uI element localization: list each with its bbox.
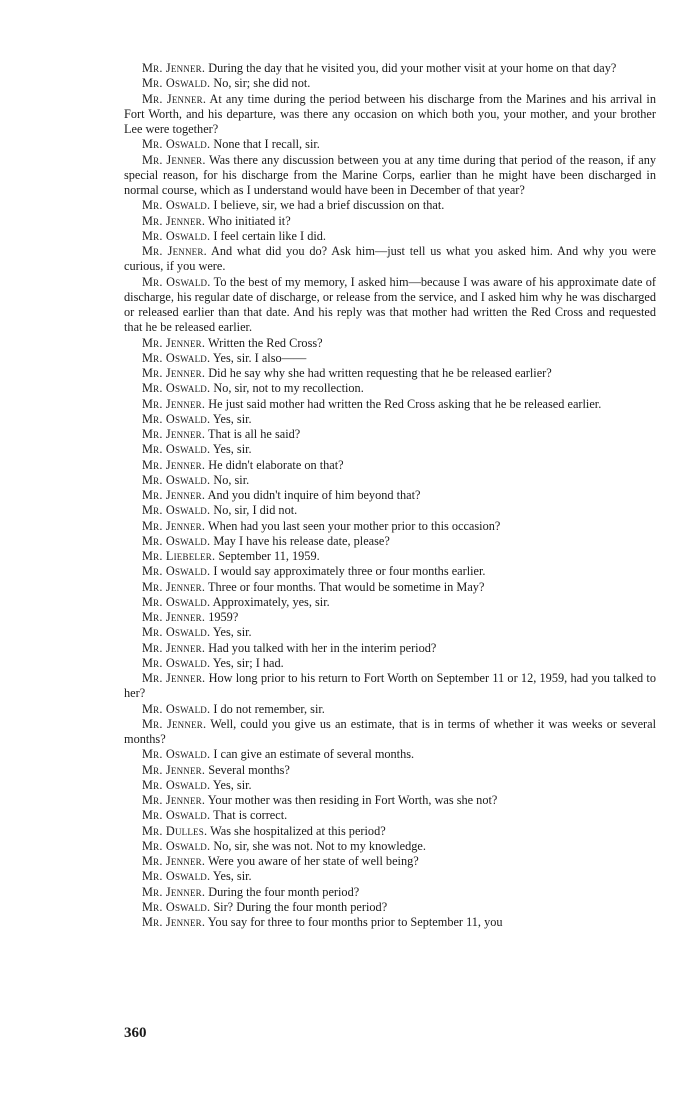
speaker-label: Mr. Jenner. bbox=[142, 152, 206, 167]
testimony-line bbox=[124, 793, 656, 808]
speaker-label: Mr. Jenner. bbox=[142, 213, 206, 228]
testimony-line bbox=[124, 198, 656, 213]
testimony-line bbox=[124, 839, 656, 854]
speech-text: Sir? During the four month period? bbox=[213, 899, 388, 914]
testimony-line bbox=[124, 885, 656, 900]
testimony-line bbox=[124, 763, 656, 778]
testimony-line bbox=[124, 671, 656, 702]
speaker-label: Mr. Jenner. bbox=[142, 579, 206, 594]
speech-text: None that I recall, sir. bbox=[213, 137, 320, 152]
speech-text: He didn't elaborate on that? bbox=[208, 457, 344, 472]
speech-text: He just said mother had written the Red Cross asking that he be released earlier. bbox=[208, 396, 602, 411]
speech-text: Had you talked with her in the interim period? bbox=[208, 640, 437, 655]
speaker-label: Mr. Jenner. bbox=[142, 762, 206, 777]
page-number: 360 bbox=[124, 1025, 147, 1041]
testimony-line bbox=[124, 92, 656, 138]
testimony-line bbox=[124, 76, 656, 91]
testimony-line bbox=[124, 366, 656, 381]
speaker-label: Mr. Jenner. bbox=[142, 335, 206, 350]
speech-text: Approximately, yes, sir. bbox=[212, 594, 330, 609]
speech-text: I do not remember, sir. bbox=[213, 701, 325, 716]
speaker-label: Mr. Oswald. bbox=[142, 747, 211, 762]
testimony-line bbox=[124, 275, 656, 336]
speaker-label: Mr. Oswald. bbox=[142, 808, 211, 823]
testimony-line bbox=[124, 808, 656, 823]
testimony-line bbox=[124, 869, 656, 884]
speech-text: Yes, sir. bbox=[212, 442, 252, 457]
testimony-line bbox=[124, 244, 656, 275]
speech-text: At any time during the period between his discharge from the Marines and his arrival in Fort Worth, and his departure, was there any occasion on which both you, your mother, and your brother Lee were together? bbox=[124, 91, 656, 136]
speech-text: September 11, 1959. bbox=[218, 549, 320, 563]
testimony-line bbox=[124, 564, 656, 579]
testimony-line bbox=[124, 824, 656, 839]
speaker-label: Mr. Dulles. bbox=[142, 823, 208, 838]
speech-text: During the day that he visited you, did your mother visit at your home on that day? bbox=[208, 61, 617, 75]
speech-text: Several months? bbox=[208, 762, 290, 777]
speaker-label: Mr. Oswald. bbox=[142, 76, 211, 91]
speech-text: Who initiated it? bbox=[208, 213, 291, 228]
speaker-label: Mr. Jenner. bbox=[142, 884, 206, 899]
testimony-line bbox=[124, 442, 656, 457]
testimony-line bbox=[124, 580, 656, 595]
speech-text: I would say approximately three or four months earlier. bbox=[213, 564, 486, 579]
testimony-line bbox=[124, 336, 656, 351]
testimony-line bbox=[124, 137, 656, 152]
speaker-label: Mr. Jenner. bbox=[142, 610, 206, 624]
speech-text: No, sir. bbox=[213, 472, 250, 487]
speech-text: I can give an estimate of several months. bbox=[213, 747, 415, 762]
speaker-label: Mr. Oswald. bbox=[142, 137, 211, 152]
speaker-label: Mr. Oswald. bbox=[142, 533, 211, 548]
speaker-label: Mr. Oswald. bbox=[142, 838, 211, 853]
testimony-line bbox=[124, 625, 656, 640]
testimony-line bbox=[124, 778, 656, 793]
speaker-label: Mr. Oswald. bbox=[142, 564, 211, 579]
speaker-label: Mr. Jenner. bbox=[142, 518, 206, 533]
testimony-line bbox=[124, 473, 656, 488]
testimony-line bbox=[124, 229, 656, 244]
speech-text: Did he say why she had written requesting that he be released earlier? bbox=[208, 366, 552, 380]
speech-text: To the best of my memory, I asked him—because I was aware of his approximate date of discharge, his regular date of discharge, or release from the service, and I asked him why he was discharged or released earlier than that date. And his reply was that mother had written the Red Cross and requested that he be released earlier. bbox=[124, 274, 656, 335]
testimony-line bbox=[124, 595, 656, 610]
speaker-label: Mr. Oswald. bbox=[142, 198, 211, 213]
testimony-line bbox=[124, 153, 656, 199]
speech-text: May I have his release date, please? bbox=[213, 533, 390, 548]
speaker-label: Mr. Jenner. bbox=[142, 716, 207, 731]
speaker-label: Mr. Jenner. bbox=[142, 854, 206, 868]
speaker-label: Mr. Oswald. bbox=[142, 594, 211, 609]
speech-text: No, sir; she did not. bbox=[213, 76, 311, 91]
speaker-label: Mr. Jenner. bbox=[142, 61, 206, 75]
speaker-label: Mr. Jenner. bbox=[142, 91, 207, 106]
speaker-label: Mr. Oswald. bbox=[142, 442, 211, 457]
speech-text: When had you last seen your mother prior to this occasion? bbox=[208, 518, 501, 533]
speech-text: That is correct. bbox=[213, 808, 288, 823]
speaker-label: Mr. Jenner. bbox=[142, 793, 206, 807]
speech-text: I believe, sir, we had a brief discussion on that. bbox=[213, 198, 445, 213]
speaker-label: Mr. Jenner. bbox=[142, 396, 206, 411]
testimony-line bbox=[124, 503, 656, 518]
speaker-label: Mr. Oswald. bbox=[142, 701, 211, 716]
speech-text: Written the Red Cross? bbox=[208, 335, 323, 350]
speech-text: I feel certain like I did. bbox=[213, 228, 326, 243]
speech-text: Yes, sir. bbox=[212, 625, 252, 640]
speaker-label: Mr. Jenner. bbox=[142, 640, 206, 655]
speaker-label: Mr. Oswald. bbox=[142, 899, 211, 914]
speech-text: No, sir, I did not. bbox=[213, 503, 298, 518]
testimony-line bbox=[124, 412, 656, 427]
speech-text: Yes, sir. I also—— bbox=[212, 350, 307, 365]
testimony-line bbox=[124, 717, 656, 748]
speech-text: Yes, sir. bbox=[212, 777, 252, 792]
speaker-label: Mr. Jenner. bbox=[142, 366, 206, 380]
testimony-line bbox=[124, 397, 656, 412]
speaker-label: Mr. Oswald. bbox=[142, 472, 211, 487]
testimony-line bbox=[124, 854, 656, 869]
speech-text: That is all he said? bbox=[208, 427, 301, 441]
testimony-line bbox=[124, 641, 656, 656]
speech-text: 1959? bbox=[208, 610, 239, 624]
speech-text: Three or four months. That would be sometime in May? bbox=[208, 579, 485, 594]
testimony-line bbox=[124, 458, 656, 473]
speech-text: Were you aware of her state of well being? bbox=[208, 854, 419, 868]
speech-text: Your mother was then residing in Fort Worth, was she not? bbox=[207, 793, 498, 807]
speaker-label: Mr. Oswald. bbox=[142, 350, 211, 365]
testimony-line bbox=[124, 915, 656, 930]
speaker-label: Mr. Jenner. bbox=[142, 915, 206, 929]
testimony-line bbox=[124, 214, 656, 229]
testimony-line bbox=[124, 381, 656, 396]
transcript-body bbox=[124, 61, 656, 930]
testimony-line bbox=[124, 534, 656, 549]
speech-text: During the four month period? bbox=[208, 884, 360, 899]
speaker-label: Mr. Oswald. bbox=[142, 503, 211, 518]
speech-text: No, sir, not to my recollection. bbox=[213, 381, 364, 396]
testimony-line bbox=[124, 610, 656, 625]
speech-text: Yes, sir. bbox=[212, 411, 252, 426]
speaker-label: Mr. Oswald. bbox=[142, 655, 211, 670]
speech-text: You say for three to four months prior to September 11, you bbox=[207, 915, 503, 929]
testimony-line bbox=[124, 427, 656, 442]
speech-text: Was there any discussion between you at any time during that period of the reason, if any special reason, for his discharge from the Marine Corps, earlier than he might have been discharged in normal course, which as I understand would have been in December of that year? bbox=[124, 152, 656, 197]
speech-text: And you didn't inquire of him beyond that? bbox=[207, 488, 421, 502]
testimony-line bbox=[124, 61, 656, 76]
speaker-label: Mr. Oswald. bbox=[142, 274, 211, 289]
testimony-line bbox=[124, 900, 656, 915]
speaker-label: Mr. Jenner. bbox=[142, 427, 206, 441]
speaker-label: Mr. Liebeler. bbox=[142, 549, 216, 563]
speaker-label: Mr. Oswald. bbox=[142, 381, 211, 396]
speaker-label: Mr. Oswald. bbox=[142, 777, 211, 792]
testimony-line bbox=[124, 488, 656, 503]
testimony-line bbox=[124, 747, 656, 762]
speech-text: And what did you do? Ask him—just tell us what you asked him. And why you were curious, if you were. bbox=[124, 244, 656, 274]
speech-text: Well, could you give us an estimate, that is in terms of whether it was weeks or several months? bbox=[124, 716, 656, 746]
speaker-label: Mr. Jenner. bbox=[142, 488, 206, 502]
speech-text: How long prior to his return to Fort Worth on September 11 or 12, 1959, had you talked to her? bbox=[124, 671, 656, 701]
speaker-label: Mr. Jenner. bbox=[142, 671, 206, 685]
speaker-label: Mr. Jenner. bbox=[142, 457, 206, 472]
speaker-label: Mr. Jenner. bbox=[142, 244, 207, 258]
speaker-label: Mr. Oswald. bbox=[142, 869, 211, 884]
speech-text: Yes, sir; I had. bbox=[212, 655, 284, 670]
speaker-label: Mr. Oswald. bbox=[142, 625, 211, 640]
speaker-label: Mr. Oswald. bbox=[142, 228, 211, 243]
speaker-label: Mr. Oswald. bbox=[142, 411, 211, 426]
testimony-line bbox=[124, 656, 656, 671]
testimony-line bbox=[124, 351, 656, 366]
speech-text: No, sir, she was not. Not to my knowledge. bbox=[213, 838, 426, 853]
testimony-line bbox=[124, 519, 656, 534]
speech-text: Was she hospitalized at this period? bbox=[210, 823, 386, 838]
speech-text: Yes, sir. bbox=[212, 869, 252, 884]
testimony-line bbox=[124, 702, 656, 717]
testimony-line bbox=[124, 549, 656, 564]
